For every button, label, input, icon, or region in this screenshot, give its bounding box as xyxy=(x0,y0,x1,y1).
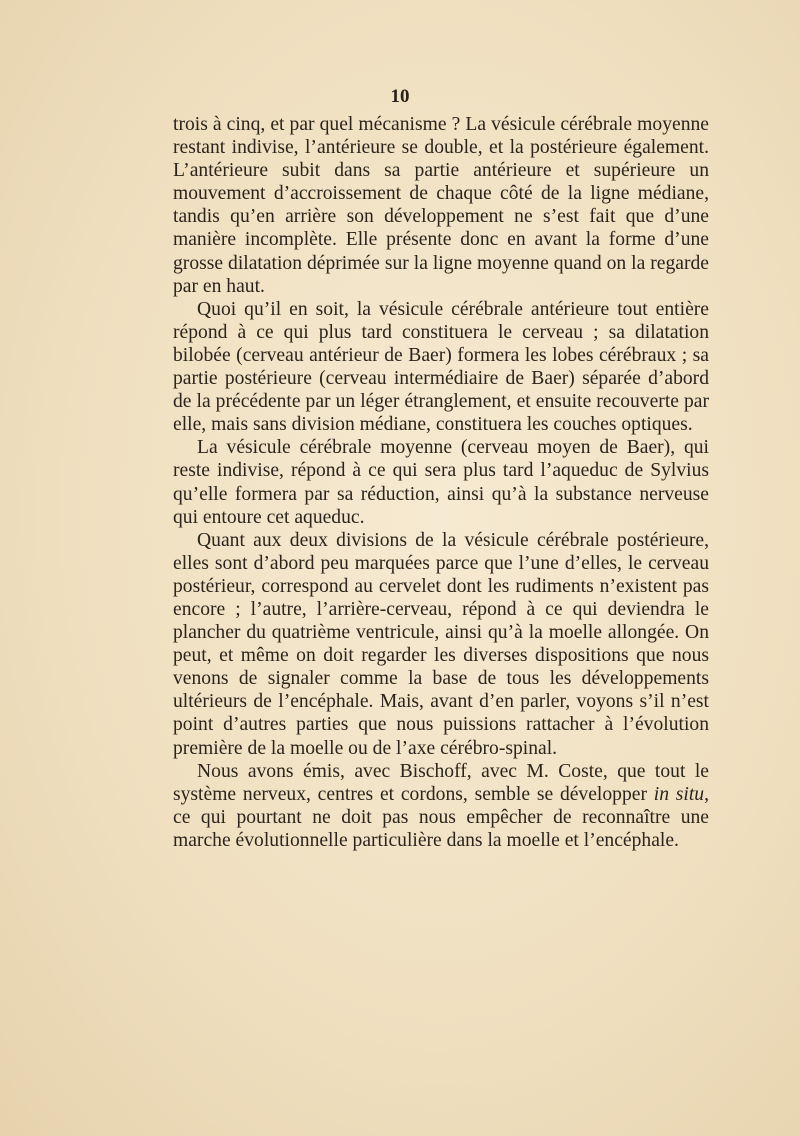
paragraph-5-italic-term: in situ xyxy=(653,783,705,805)
paragraph-4 xyxy=(173,529,709,760)
paragraph-1 xyxy=(173,113,709,298)
paragraph-2-text: Quoi qu’il en soit, la vésicule cérébrale antérieure tout entière répond à ce qui plus tard constituera le cerveau ; sa dilatation bilobée (cerveau antérieur de Baer) formera les lobes cérébraux ; sa partie postérieure (cerveau intermédiaire de Baer) séparée d’abord de la précédente par un léger étranglement, et ensuite recouverte par elle, mais sans division médiane, constituera les couches optiques. xyxy=(173,298,709,436)
paragraph-1-text: trois à cinq, et par quel mécanisme ? La vésicule cérébrale moyenne restant indivise, l’antérieure se double, et la postérieure également. L’antérieure subit dans sa partie antérieure et supérieure un mouvement d’accroissement de chaque côté de la ligne médiane, tandis qu’en arrière son développement ne s’est fait que d’une manière incomplète. Elle présente donc en avant la forme d’une grosse dilatation déprimée sur la ligne moyenne quand on la regarde par en haut. xyxy=(173,114,709,297)
paragraph-2 xyxy=(173,298,709,437)
paragraph-3 xyxy=(173,436,709,528)
paragraph-4-text: Quant aux deux divisions de la vésicule cérébrale postérieure, elles sont d’abord peu marquées parce que l’une d’elles, le cerveau postérieur, correspond au cervelet dont les rudiments n’existent pas encore ; l’autre, l’arrière-cerveau, répond à ce qui deviendra le plancher du quatrième ventricule, ainsi qu’à la moelle allongée. On peut, et même on doit regarder les diverses dispositions que nous venons de signaler comme la base de tous les développements ultérieurs de l’encéphale. Mais, avant d’en parler, voyons s’il n’est point d’autres parties que nous puissions rattacher à l’évolution première de la moelle ou de l’axe cérébro-spinal. xyxy=(173,529,709,759)
paragraph-3-text: La vésicule cérébrale moyenne (cerveau moyen de Baer), qui reste indivise, répond à ce qui sera plus tard l’aqueduc de Sylvius qu’elle formera par sa réduction, ainsi qu’à la substance nerveuse qui entoure cet aqueduc. xyxy=(173,437,709,528)
page-number: 10 xyxy=(390,86,410,107)
paragraph-5-text-b: , ce qui pourtant ne doit pas nous empêcher de reconnaître une marche évolutionnelle particulière dans la moelle et l’encéphale. xyxy=(173,783,709,851)
paragraph-5-text-a: Nous avons émis, avec Bischoff, avec M. Coste, que tout le système nerveux, centres et cordons, semble se développer xyxy=(173,760,709,805)
body-text xyxy=(173,113,709,852)
paragraph-5 xyxy=(173,760,709,852)
